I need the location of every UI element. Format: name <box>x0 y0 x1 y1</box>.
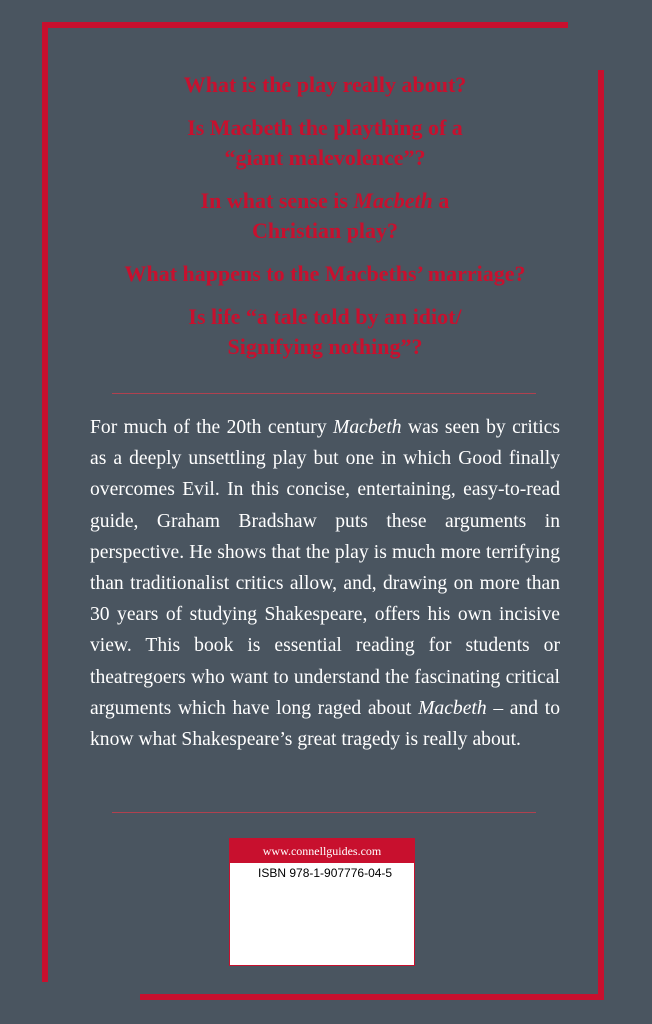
blurb-part-2: was seen by critics as a deeply unsettling play but one in which Good finally overcomes Evil. In this concise, entertaining, easy-to-read guide, Graham Bradshaw puts these arguments in perspective. He shows that the play is much more terrifying than traditionalist critics allow, and, drawing on more than 30 years of studying Shakespeare, offers his own incisive view. This book is essential reading for students or theatregoers who want to understand the fascinating critical arguments which have long raged about <box>90 417 560 719</box>
question-2 <box>60 113 590 173</box>
blurb-title-italic-1: Macbeth <box>333 417 402 438</box>
question-5-line-1: Is life “a tale told by an idiot/ <box>188 304 462 329</box>
isbn-barcode-box <box>229 838 415 966</box>
frame-right-border <box>598 70 604 1000</box>
website-url: www.connellguides.com <box>230 839 414 863</box>
frame-top-border <box>42 22 568 28</box>
blurb-title-italic-2: Macbeth <box>418 697 487 719</box>
question-3-line-1a: In what sense is <box>200 188 354 213</box>
question-list <box>60 70 590 375</box>
question-2-line-1: Is Macbeth the plaything of a <box>187 115 463 140</box>
question-3-line-2: Christian play? <box>251 218 399 243</box>
question-4-line-1: What happens to the Macbeths’ marriage? <box>124 261 526 286</box>
question-3 <box>60 186 590 246</box>
divider-bottom <box>112 812 536 813</box>
question-4 <box>60 259 590 289</box>
question-1-line-1: What is the play really about? <box>183 72 467 97</box>
question-3-title-italic: Macbeth <box>353 188 433 213</box>
isbn-number: ISBN 978-1-907776-04-5 <box>258 866 393 880</box>
divider-top <box>112 393 536 394</box>
blurb-part-3: – and to know what Shakespeare’s great tragedy is really about. <box>90 697 560 751</box>
blurb-part-1: For much of the 20th century <box>90 417 334 438</box>
frame-left-border <box>42 22 48 982</box>
question-5 <box>60 302 590 362</box>
question-2-line-2: “giant malevolence”? <box>224 145 426 170</box>
question-1 <box>60 70 590 100</box>
blurb-paragraph <box>90 412 560 755</box>
question-3-line-1b: a <box>432 188 450 213</box>
question-5-line-2: Signifying nothing”? <box>227 334 423 359</box>
frame-bottom-border <box>140 994 604 1000</box>
